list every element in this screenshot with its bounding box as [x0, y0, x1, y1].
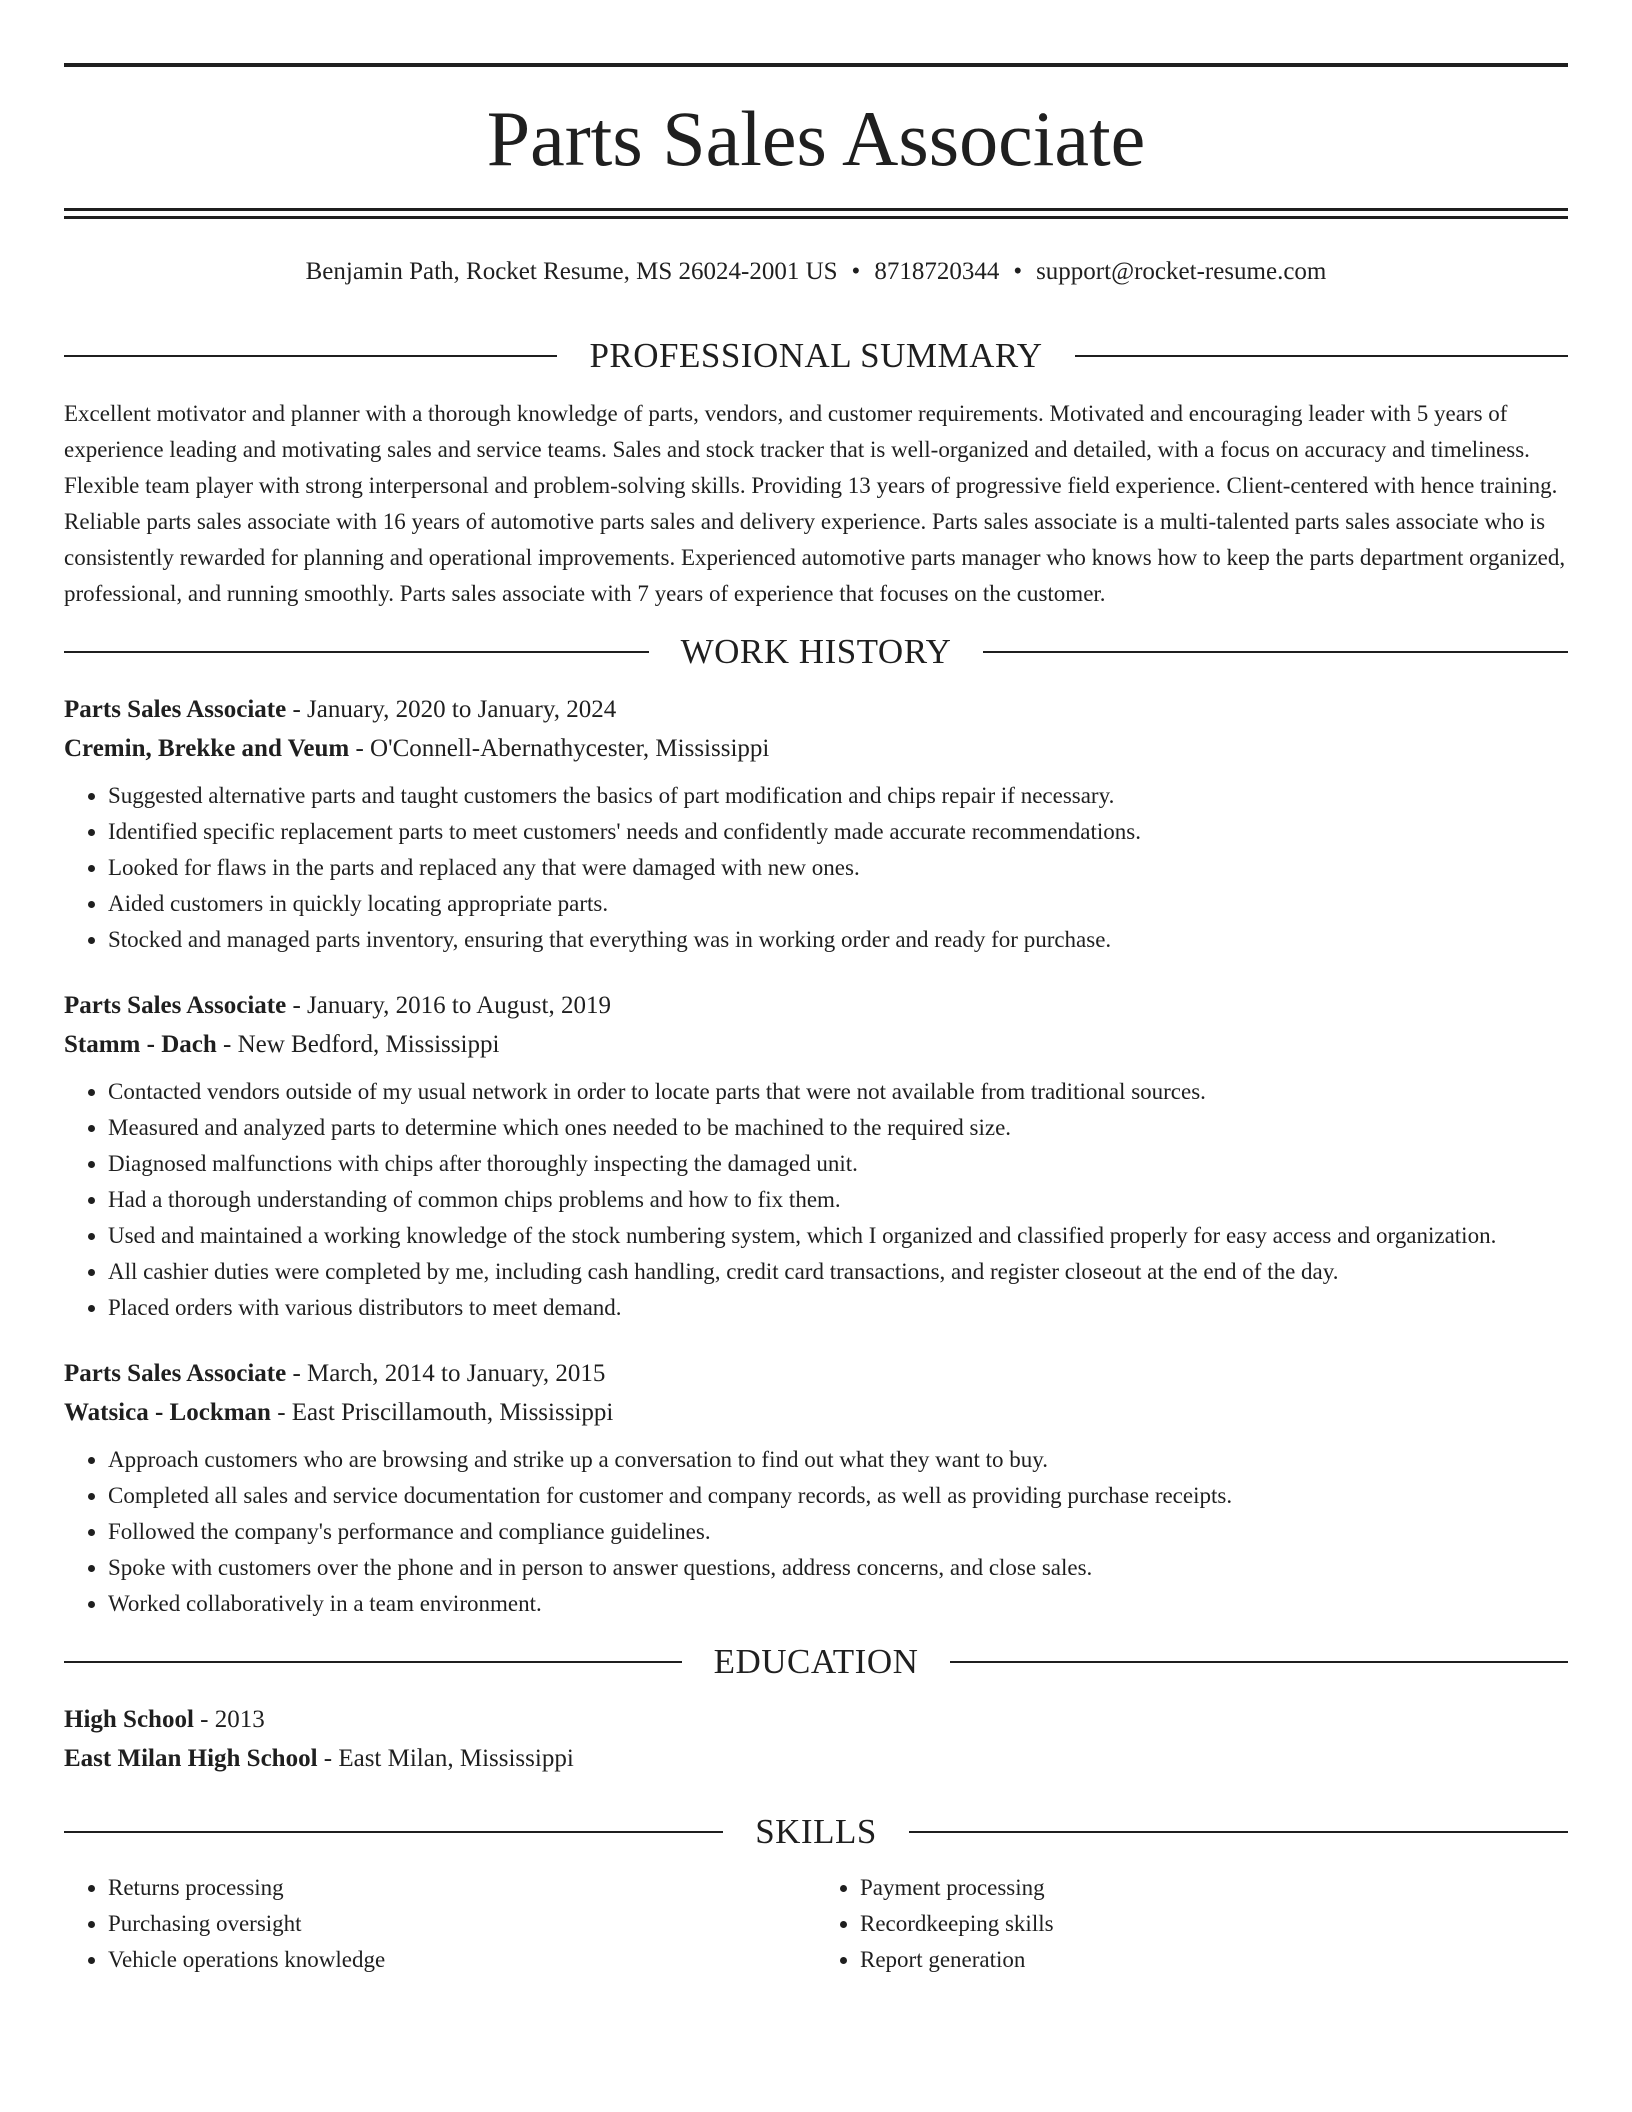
heading-rule-left	[64, 1661, 682, 1663]
list-item: • Aided customers in quickly locating appropriate parts.	[108, 886, 1568, 922]
contact-phone: 8718720344	[874, 258, 1000, 285]
job-company: Stamm - Dach	[64, 1031, 217, 1058]
resume-body	[64, 328, 1568, 1978]
list-item: • Payment processing	[860, 1870, 1568, 1906]
list-item: • Stocked and managed parts inventory, ensuring that everything was in working order and ready for purchase.	[108, 922, 1568, 958]
job-company-line	[64, 1025, 1568, 1064]
contact-email: support@rocket-resume.com	[1036, 258, 1327, 285]
job-dates: - March, 2014 to January, 2015	[286, 1360, 606, 1387]
section-title: EDUCATION	[713, 1642, 919, 1681]
job-dates: - January, 2020 to January, 2024	[286, 696, 617, 723]
section-heading-summary	[64, 328, 1568, 384]
list-item: • Spoke with customers over the phone and in person to answer questions, address concerns, and close sales.	[108, 1550, 1568, 1586]
title-double-rule-upper	[64, 208, 1568, 211]
job-title: Parts Sales Associate	[64, 992, 287, 1019]
job-entry	[64, 986, 1568, 1326]
education-degree: High School	[64, 1706, 194, 1733]
list-item: • Returns processing	[108, 1870, 816, 1906]
section-title: PROFESSIONAL SUMMARY	[589, 336, 1043, 375]
job-title-line	[64, 986, 1568, 1025]
section-title: SKILLS	[755, 1812, 877, 1851]
education-school: East Milan High School	[64, 1745, 318, 1772]
job-bullets	[64, 1074, 1568, 1326]
heading-rule-right	[909, 1831, 1568, 1833]
list-item: • Contacted vendors outside of my usual network in order to locate parts that were not available from traditional sources.	[108, 1074, 1568, 1110]
list-item: • Vehicle operations knowledge	[108, 1942, 816, 1978]
list-item: • All cashier duties were completed by me, including cash handling, credit card transactions, and register closeout at the end of the day.	[108, 1254, 1568, 1290]
list-item: • Used and maintained a working knowledge of the stock numbering system, which I organized and classified properly for easy access and organization.	[108, 1218, 1568, 1254]
job-location: - O'Connell-Abernathycester, Mississippi	[349, 735, 770, 762]
skills-column-left	[64, 1870, 816, 1978]
list-item: • Looked for flaws in the parts and replaced any that were damaged with new ones.	[108, 850, 1568, 886]
list-item: • Purchasing oversight	[108, 1906, 816, 1942]
job-location: - New Bedford, Mississippi	[216, 1031, 500, 1058]
contact-separator: •	[851, 258, 861, 285]
list-item: • Approach customers who are browsing and strike up a conversation to find out what they want to buy.	[108, 1442, 1568, 1478]
list-item: • Completed all sales and service documentation for customer and company records, as well as providing purchase receipts.	[108, 1478, 1568, 1514]
list-item: • Suggested alternative parts and taught customers the basics of part modification and chips repair if necessary.	[108, 778, 1568, 814]
list-item: • Worked collaboratively in a team environment.	[108, 1586, 1568, 1622]
top-rule	[64, 63, 1568, 67]
list-item: • Recordkeeping skills	[860, 1906, 1568, 1942]
job-title: Parts Sales Associate	[64, 1360, 287, 1387]
list-item: • Placed orders with various distributors to meet demand.	[108, 1290, 1568, 1326]
job-company: Cremin, Brekke and Veum	[64, 735, 350, 762]
job-bullets	[64, 1442, 1568, 1622]
education-school-line	[64, 1739, 1568, 1778]
resume-title: Parts Sales Associate	[486, 95, 1146, 182]
heading-rule-right	[983, 651, 1568, 653]
skills-grid	[64, 1870, 1568, 1978]
job-entry	[64, 1354, 1568, 1622]
summary-text: Excellent motivator and planner with a thorough knowledge of parts, vendors, and customer requirements. Motivated and encouraging leader with 5 years of experience leading and motivating sales and service teams. Sales and stock tracker that is well-organized and detailed, with a focus on accuracy and timeliness. Flexible team player with strong interpersonal and problem-solving skills. Providing 13 years of progressive field experience. Client-centered with hence training. Reliable parts sales associate with 16 years of automotive parts sales and delivery experience. Parts sales associate is a multi-talented parts sales associate who is consistently rewarded for planning and operational improvements. Experienced automotive parts manager who knows how to keep the parts department organized, professional, and running smoothly. Parts sales associate with 7 years of experience that focuses on the customer.	[64, 401, 1566, 606]
skills-column-right	[816, 1870, 1568, 1978]
job-dates: - January, 2016 to August, 2019	[286, 992, 611, 1019]
section-title: WORK HISTORY	[680, 632, 952, 671]
job-title: Parts Sales Associate	[64, 696, 287, 723]
list-item: • Diagnosed malfunctions with chips after thoroughly inspecting the damaged unit.	[108, 1146, 1568, 1182]
heading-rule-right	[1075, 355, 1568, 357]
contact-address: Benjamin Path, Rocket Resume, MS 26024-2001 US	[305, 258, 838, 285]
section-heading-work	[64, 624, 1568, 680]
education-year: - 2013	[193, 1706, 265, 1733]
list-item: • Report generation	[860, 1942, 1568, 1978]
job-company: Watsica - Lockman	[64, 1399, 271, 1426]
section-heading-education	[64, 1634, 1568, 1690]
heading-rule-right	[950, 1661, 1568, 1663]
list-item: • Identified specific replacement parts to meet customers' needs and confidently made accurate recommendations.	[108, 814, 1568, 850]
job-title-line	[64, 690, 1568, 729]
job-bullets	[64, 778, 1568, 958]
heading-rule-left	[64, 1831, 723, 1833]
title-double-rule-lower	[64, 216, 1568, 219]
job-company-line	[64, 729, 1568, 768]
list-item: • Had a thorough understanding of common chips problems and how to fix them.	[108, 1182, 1568, 1218]
job-title-line	[64, 1354, 1568, 1393]
contact-line	[64, 254, 1568, 290]
contact-separator: •	[1013, 258, 1023, 285]
heading-rule-left	[64, 651, 649, 653]
heading-rule-left	[64, 355, 557, 357]
list-item: • Measured and analyzed parts to determine which ones needed to be machined to the required size.	[108, 1110, 1568, 1146]
list-item: • Followed the company's performance and compliance guidelines.	[108, 1514, 1568, 1550]
job-company-line	[64, 1393, 1568, 1432]
job-location: - East Priscillamouth, Mississippi	[270, 1399, 614, 1426]
education-entry	[64, 1700, 1568, 1778]
job-entry	[64, 690, 1568, 958]
education-degree-line	[64, 1700, 1568, 1739]
education-location: - East Milan, Mississippi	[317, 1745, 574, 1772]
section-heading-skills	[64, 1804, 1568, 1860]
